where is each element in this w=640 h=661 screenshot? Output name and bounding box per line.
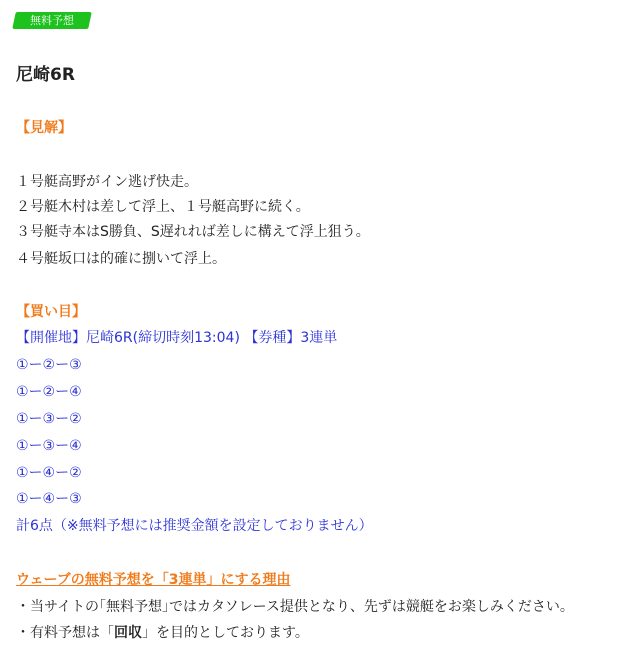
view-line: ２号艇木村は差して浮上、１号艇高野に続く。 [16,199,310,215]
combo-item: ①ー④ー② [16,465,82,481]
view-line: １号艇高野がイン逃げ快走。 [16,174,198,190]
race-title: 尼崎6R [16,65,75,85]
buy-heading: 【買い目】 [16,304,86,320]
reason-line-2-bold: 回収 [114,625,142,641]
view-heading: 【見解】 [16,120,72,136]
reason-line-2-prefix: ・有料予想は「 [16,625,114,641]
reason-line-1: ・当サイトの｢無料予想｣ではカタソレース提供となり、先ずは競艇をお楽しみください。 [16,599,574,615]
reason-heading: ウェーブの無料予想を「3連単」にする理由 [16,572,291,588]
badge-label: 無料予想 [30,14,74,27]
venue-info-line: 【開催地】尼崎6R(締切時刻13:04) 【券種】3連単 [16,330,338,346]
combo-item: ①ー③ー④ [16,438,82,454]
view-line: ３号艇寺本はS勝負、S遅れれば差しに構えて浮上狙う。 [16,224,370,240]
reason-line-2-suffix: 」を目的としております。 [142,625,309,641]
combo-item: ①ー③ー② [16,411,82,427]
combo-item: ①ー②ー④ [16,384,82,400]
combo-item: ①ー④ー③ [16,491,82,507]
combo-item: ①ー②ー③ [16,357,82,373]
combo-total: 計6点（※無料予想には推奨金額を設定しておりません） [16,518,373,534]
view-line: ４号艇坂口は的確に捌いて浮上。 [16,251,226,267]
reason-line-2 [16,622,309,642]
free-prediction-badge [12,12,92,29]
